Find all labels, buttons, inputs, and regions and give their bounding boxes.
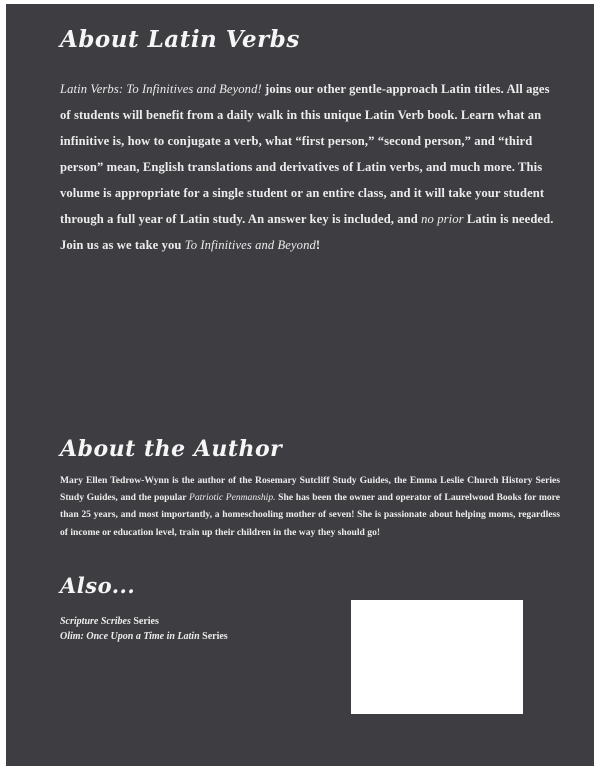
- about-author-heading: About the Author: [60, 436, 283, 462]
- about-latin-verbs-heading: About Latin Verbs: [60, 26, 300, 53]
- beyond-emphasis: To Infinitives and Beyond: [184, 238, 316, 252]
- book-title: Latin Verbs: To Infinitives and Beyond!: [60, 82, 262, 96]
- no-prior-emphasis: no prior: [421, 212, 464, 226]
- series-suffix: Series: [130, 616, 159, 627]
- description-text-1: joins our other gentle-approach Latin titles. All ages of students will benefit from a daily walk in this unique Latin Verb book. Learn what an infinitive is, how to conjugate a verb, what “first person,” “second person,” and “third person” mean, English translations and derivatives of Latin verbs, and much more. This volume is appropriate for a single student or an entire class, and it will take your student through a full year of Latin study. An answer key is included, and: [60, 82, 550, 226]
- about-author-paragraph: [60, 472, 560, 541]
- series-title: Scripture Scribes: [60, 616, 131, 627]
- series-suffix: Series: [199, 631, 228, 642]
- back-cover: [6, 4, 594, 766]
- description-text-2: Latin is needed. Join us as we take you: [60, 212, 554, 252]
- barcode-placeholder: [351, 600, 523, 714]
- description-text-3: !: [315, 238, 321, 252]
- series-title: Olim: Once Upon a Time in Latin: [60, 631, 200, 642]
- also-heading: Also...: [60, 573, 136, 598]
- author-text-2: She has been the owner and operator of Laurelwood Books for more than 25 years, and most importantly, a homeschooling mother of seven! She is passionate about helping moms, regardless of income or education level, train up their children in the way they should go!: [60, 492, 560, 538]
- list-item: [60, 629, 228, 644]
- penmanship-title: Patriotic Penmanship.: [188, 492, 276, 504]
- author-text-1: Mary Ellen Tedrow-Wynn is the author of the Rosemary Sutcliff Study Guides, the Emma Leslie Church History Series Study Guides, and the popular: [60, 475, 560, 504]
- list-item: [60, 614, 228, 629]
- about-latin-verbs-paragraph: [60, 76, 560, 258]
- also-series-list: [60, 614, 228, 644]
